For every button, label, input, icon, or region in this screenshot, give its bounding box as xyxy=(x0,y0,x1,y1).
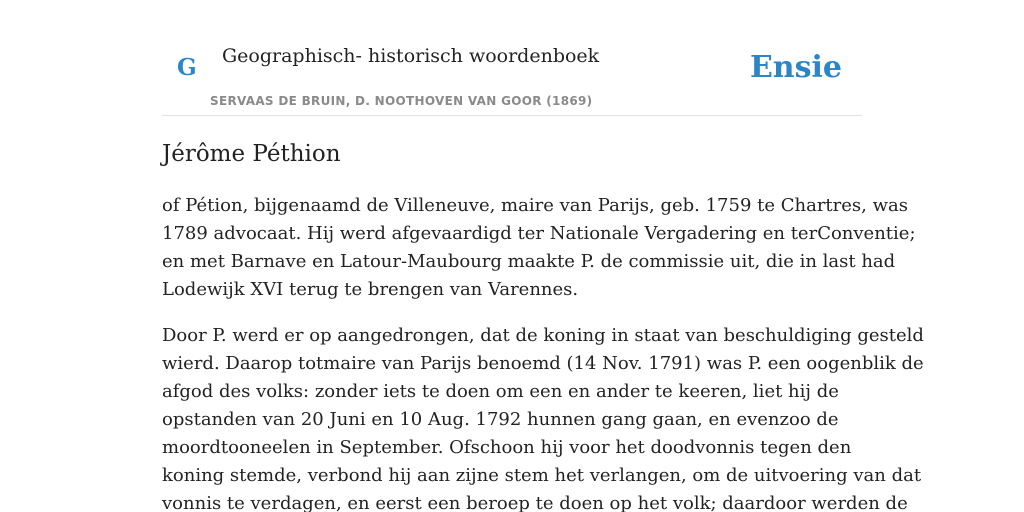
source-authors: SERVAAS DE BRUIN, D. NOOTHOVEN VAN GOOR (1869) xyxy=(210,94,593,108)
paragraph-line: moordtooneelen in September. Ofschoon hij voor het doodvonnis tegen den xyxy=(162,437,852,458)
paragraph-line: afgod des volks: zonder iets te doen om een en ander te keeren, liet hij de xyxy=(162,381,839,402)
article-paragraph xyxy=(162,322,924,512)
paragraph-line: wierd. Daarop totmaire van Parijs benoemd (14 Nov. 1791) was P. een oogenblik de xyxy=(162,353,924,374)
source-logo-icon[interactable]: G xyxy=(177,54,197,81)
paragraph-line: koning stemde, verbond hij aan zijne stem het verlangen, om de uitvoering van dat xyxy=(162,465,922,486)
paragraph-line: opstanden van 20 Juni en 10 Aug. 1792 hunnen gang gaan, en evenzoo de xyxy=(162,409,839,430)
article xyxy=(162,138,924,512)
paragraph-line: en met Barnave en Latour-Maubourg maakte P. de commissie uit, die in last had xyxy=(162,251,896,272)
paragraph-line: Lodewijk XVI terug te brengen van Varennes. xyxy=(162,279,579,300)
ensie-logo-link[interactable]: Ensie xyxy=(749,50,842,85)
article-title: Jérôme Péthion xyxy=(162,141,341,167)
paragraph-line: 1789 advocaat. Hij werd afgevaardigd ter Nationale Vergadering en terConventie; xyxy=(162,223,916,244)
paragraph-line: of Pétion, bijgenaamd de Villeneuve, maire van Parijs, geb. 1759 te Chartres, was xyxy=(162,195,908,216)
paragraph-line: vonnis te verdagen, en eerst een beroep te doen op het volk; daardoor werden de xyxy=(162,493,908,512)
paragraph-line: Door P. werd er op aangedrongen, dat de koning in staat van beschuldiging gesteld xyxy=(162,325,924,346)
source-header xyxy=(162,40,862,116)
source-title[interactable]: Geographisch- historisch woordenboek xyxy=(222,45,600,67)
article-paragraph xyxy=(162,192,916,304)
